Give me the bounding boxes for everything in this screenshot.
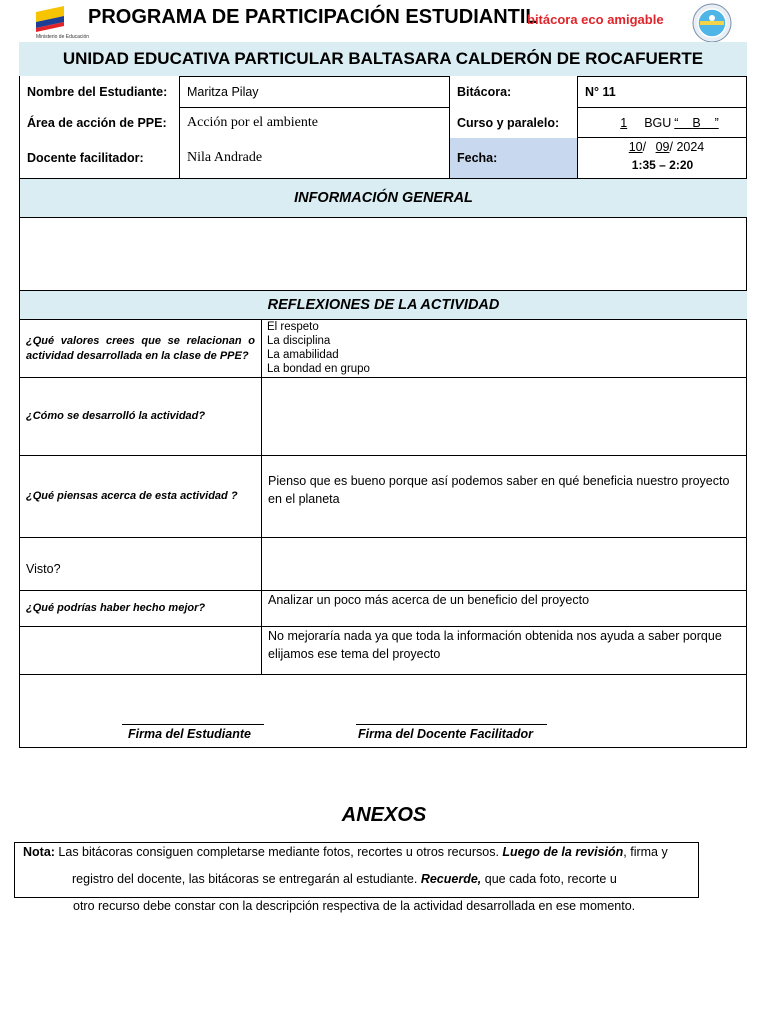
answer-think: Pienso que es bueno porque así podemos saber en qué beneficia nuestro proyecto en el planeta (261, 456, 747, 538)
section-general: INFORMACIÓN GENERAL (20, 178, 747, 218)
empty-question-cell (20, 627, 261, 675)
student-signature-label: Firma del Estudiante (128, 727, 251, 741)
answer-values-list (261, 320, 747, 378)
teacher-label: Docente facilitador: (27, 151, 144, 165)
date-year: 2024 (676, 140, 705, 154)
area-value: Acción por el ambiente (179, 108, 450, 138)
ministerio-educacion-logo (34, 4, 90, 40)
school-name: UNIDAD EDUCATIVA PARTICULAR BALTASARA CALDERÓN DE ROCAFUERTE (19, 42, 747, 76)
date-month: 09 (655, 140, 670, 154)
anexos-title: ANEXOS (341, 804, 427, 826)
date-label: Fecha: (450, 138, 577, 178)
area-label: Área de acción de PPE: (27, 116, 167, 130)
school-seal-icon (692, 3, 732, 43)
note-line-3: otro recurso debe constar con la descripción respectiva de la actividad desarrollada en ese momento. (73, 899, 636, 913)
answer-how (261, 378, 747, 456)
question-think: ¿Qué piensas acerca de esta actividad ? (20, 456, 261, 538)
general-info-area (20, 218, 747, 290)
date-day: 10 (628, 140, 643, 154)
teacher-value: Nila Andrade (179, 138, 450, 178)
answer-improve: Analizar un poco más acerca de un beneficio del proyecto (261, 591, 747, 627)
bitacora-label: Bitácora: (457, 85, 512, 99)
svg-text:Ministerio de Educación: Ministerio de Educación (36, 34, 90, 40)
question-values: ¿Qué valores crees que se relacionan o actividad desarrollada en la clase de PPE? (20, 320, 261, 378)
course-label: Curso y paralelo: (457, 116, 560, 130)
page-title: PROGRAMA DE PARTICIPACIÓN ESTUDIANTIL (88, 6, 538, 28)
course-level: BGU (644, 115, 672, 130)
list-item: La amabilidad (267, 349, 339, 361)
note-line-1: Nota: Las bitácoras consiguen completarse mediante fotos, recortes u otros recursos. Luego de la revisión, firma y (23, 845, 668, 859)
note-box (14, 842, 699, 898)
page-subtitle: bitácora eco amigable (527, 12, 664, 27)
teacher-signature-line (356, 724, 547, 725)
list-item: La disciplina (267, 335, 331, 347)
visto-label: Visto? (20, 538, 261, 591)
visto-answer (261, 538, 747, 591)
question-improve: ¿Qué podrías haber hecho mejor? (20, 591, 261, 627)
student-value: Maritza Pilay (179, 76, 450, 108)
answer-no-improve: No mejoraría nada ya que toda la información obtenida nos ayuda a saber porque elijamos ese tema del proyecto (261, 627, 747, 675)
student-label: Nombre del Estudiante: (27, 85, 168, 99)
list-item: El respeto (267, 321, 319, 333)
student-signature-line (122, 724, 264, 725)
question-how: ¿Cómo se desarrolló la actividad? (20, 378, 261, 456)
course-parallel: B (692, 115, 701, 130)
course-grade: 1 (620, 115, 628, 130)
course-value: 1 BGU “ B ” (577, 108, 747, 138)
section-reflections: REFLEXIONES DE LA ACTIVIDAD (20, 290, 747, 320)
ecuador-flag-logo-icon (34, 4, 90, 40)
note-line-2: registro del docente, las bitácoras se entregarán al estudiante. Recuerde, que cada foto, recorte u (72, 872, 617, 886)
bitacora-value: N° 11 (577, 76, 747, 108)
note-label: Nota: (23, 845, 55, 859)
teacher-signature-label: Firma del Docente Facilitador (358, 727, 534, 741)
list-item: La bondad en grupo (267, 363, 370, 375)
time-range: 1:35 – 2:20 (631, 158, 694, 172)
date-value: 10/ 09/ 2024 1:35 – 2:20 (577, 138, 747, 178)
